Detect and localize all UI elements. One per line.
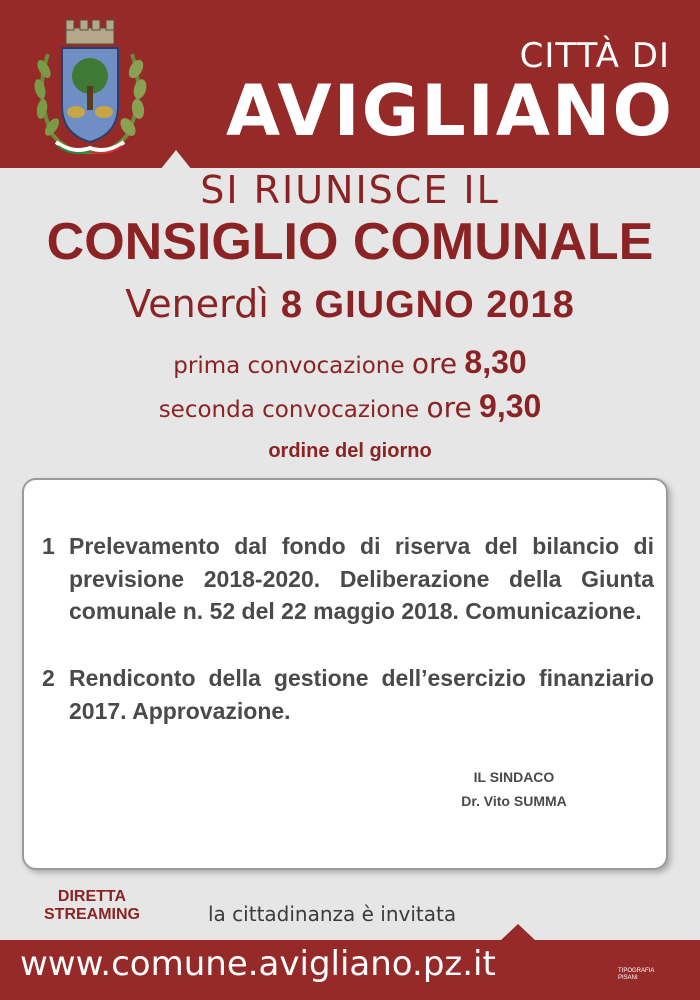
agenda-item-text: Rendiconto della gestione dell’esercizio finanziario 2017. Approvazione.	[69, 665, 654, 724]
agenda-item-number: 1	[42, 533, 55, 559]
subtitle: SI RIUNISCE IL	[200, 168, 500, 212]
second-session-time: 9,30	[479, 388, 542, 424]
date-value: 8 GIUGNO 2018	[280, 284, 575, 326]
first-session-time: 8,30	[464, 344, 527, 380]
coat-of-arms-icon	[28, 14, 152, 164]
printer-line-1: TIPOGRAFIA	[618, 968, 655, 974]
first-session-ore: ore	[411, 347, 458, 380]
streaming-line-1: DIRETTA	[57, 888, 127, 905]
streaming-label	[44, 888, 140, 925]
invite-text: la cittadinanza è invitata	[208, 902, 457, 926]
signature-title: IL SINDACO	[473, 769, 555, 785]
signature	[424, 766, 604, 814]
agenda-item	[42, 530, 654, 628]
printer-line-2: PISANI	[618, 974, 638, 981]
printer-mark	[618, 968, 654, 981]
agenda-item-number: 2	[42, 665, 55, 691]
agenda-item	[42, 662, 654, 727]
agenda-panel	[22, 478, 668, 870]
meeting-date	[0, 282, 700, 327]
first-session	[0, 344, 700, 381]
date-prefix: Venerdì	[125, 282, 269, 326]
agenda-item-text: Prelevamento dal fondo di riserva del bilancio di previsione 2018-2020. Deliberazione della Giunta comunale n. 52 del 22 maggio 2018. Comunicazione.	[69, 533, 654, 625]
city-name: AVIGLIANO	[225, 70, 674, 152]
website-url: www.comune.avigliano.pz.it	[20, 944, 496, 984]
page-title: CONSIGLIO COMUNALE	[46, 213, 654, 271]
streaming-line-2: STREAMING	[44, 906, 140, 924]
agenda-heading: ordine del giorno	[268, 440, 432, 462]
second-session	[0, 388, 700, 425]
second-session-ore: ore	[426, 391, 472, 424]
header-eyebrow: CITTÀ DI	[519, 36, 670, 76]
second-session-label: seconda convocazione	[158, 397, 420, 423]
footer-tab	[500, 924, 536, 941]
first-session-label: prima convocazione	[173, 353, 405, 379]
header-tab	[160, 150, 192, 170]
signature-name: Dr. Vito SUMMA	[461, 792, 567, 809]
